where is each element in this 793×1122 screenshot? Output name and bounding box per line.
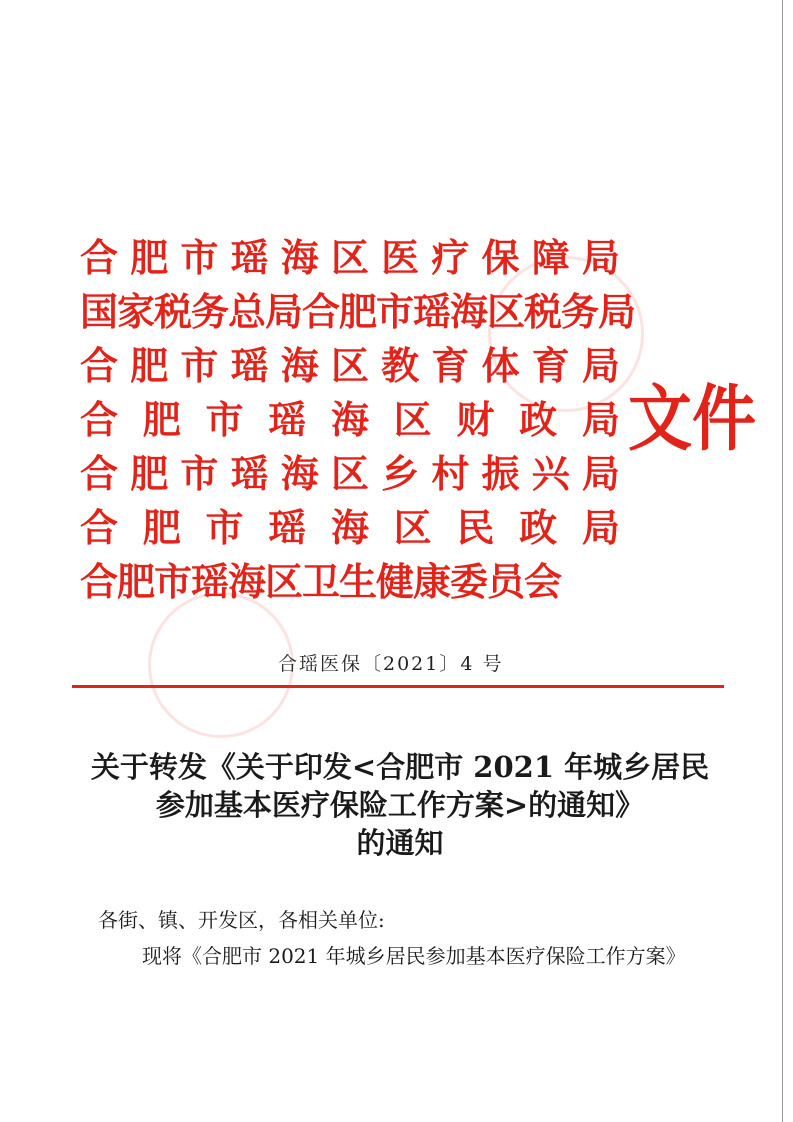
- issuer-char: 肥: [130, 235, 169, 280]
- body-paragraph: 现将《合肥市 2021 年城乡居民参加基本医疗保险工作方案》: [142, 944, 686, 968]
- issuer-char: 局: [581, 343, 620, 388]
- issuer-char: 障: [531, 235, 570, 280]
- issuer-char: 瑶: [268, 397, 307, 442]
- document-body: [98, 902, 718, 974]
- issuer-char: 合: [80, 397, 119, 442]
- red-separator-line: [72, 685, 724, 688]
- issuer-char: 瑶: [230, 451, 269, 496]
- title-line: 关于转发《关于印发<合肥市 2021 年城乡居民: [90, 750, 710, 784]
- issuer-char: 保: [481, 235, 520, 280]
- issuer-char: 财: [456, 397, 495, 442]
- issuer-line: [80, 501, 620, 555]
- issuer-char: 海: [280, 451, 319, 496]
- issuer-char: 肥: [130, 343, 169, 388]
- issuer-line: [80, 339, 620, 393]
- issuer-char: 海: [280, 235, 319, 280]
- issuer-char: 肥: [142, 397, 181, 442]
- issuer-line: 合肥市瑶海区卫生健康委员会: [80, 559, 562, 604]
- document-type-char: 件: [692, 377, 756, 462]
- issuer-char: 乡: [381, 451, 420, 496]
- issuer-char: 育: [431, 343, 470, 388]
- document-type-label: [628, 364, 756, 476]
- issuer-char: 育: [531, 343, 570, 388]
- scan-edge-line: [782, 0, 783, 1122]
- issuer-char: 海: [330, 505, 369, 550]
- document-title: [60, 748, 740, 862]
- issuer-char: 市: [180, 343, 219, 388]
- issuer-char: 局: [581, 451, 620, 496]
- issuer-char: 疗: [431, 235, 470, 280]
- issuer-line: [80, 447, 620, 501]
- issuer-char: 局: [581, 235, 620, 280]
- issuer-char: 兴: [531, 451, 570, 496]
- issuer-char: 村: [431, 451, 470, 496]
- faint-seal-stamp-lower: [148, 592, 294, 738]
- issuer-char: 体: [481, 343, 520, 388]
- issuer-char: 政: [519, 505, 558, 550]
- issuer-char: 市: [205, 397, 244, 442]
- issuer-char: 瑶: [230, 235, 269, 280]
- issuer-char: 区: [330, 343, 369, 388]
- issuer-char: 局: [581, 505, 620, 550]
- issuer-line: 国家税务总局合肥市瑶海区税务局: [80, 289, 636, 334]
- issuer-char: 民: [456, 505, 495, 550]
- issuer-char: 肥: [142, 505, 181, 550]
- title-line: 参加基本医疗保险工作方案>的通知》: [155, 788, 645, 822]
- title-line: 的通知: [356, 826, 444, 860]
- issuer-char: 瑶: [230, 343, 269, 388]
- document-number: 合瑶医保〔2021〕4 号: [278, 653, 504, 675]
- issuer-char: 海: [280, 343, 319, 388]
- issuer-char: 市: [205, 505, 244, 550]
- issuer-char: 合: [80, 343, 119, 388]
- issuer-char: 市: [180, 235, 219, 280]
- issuer-char: 区: [393, 505, 432, 550]
- issuer-char: 市: [180, 451, 219, 496]
- salutation: 各街、镇、开发区，各相关单位:: [98, 908, 385, 932]
- issuer-char: 海: [330, 397, 369, 442]
- issuer-line: [80, 393, 620, 447]
- issuer-char: 合: [80, 235, 119, 280]
- issuer-char: 医: [381, 235, 420, 280]
- issuer-char: 教: [381, 343, 420, 388]
- issuer-line: [80, 231, 620, 285]
- issuer-char: 局: [581, 397, 620, 442]
- issuer-char: 区: [330, 451, 369, 496]
- document-type-char: 文: [628, 377, 692, 462]
- issuer-char: 政: [519, 397, 558, 442]
- issuer-char: 振: [481, 451, 520, 496]
- issuer-char: 肥: [130, 451, 169, 496]
- issuer-char: 区: [393, 397, 432, 442]
- issuer-char: 合: [80, 451, 119, 496]
- issuer-char: 区: [330, 235, 369, 280]
- issuer-char: 合: [80, 505, 119, 550]
- issuing-authorities: [80, 231, 636, 609]
- issuer-char: 瑶: [268, 505, 307, 550]
